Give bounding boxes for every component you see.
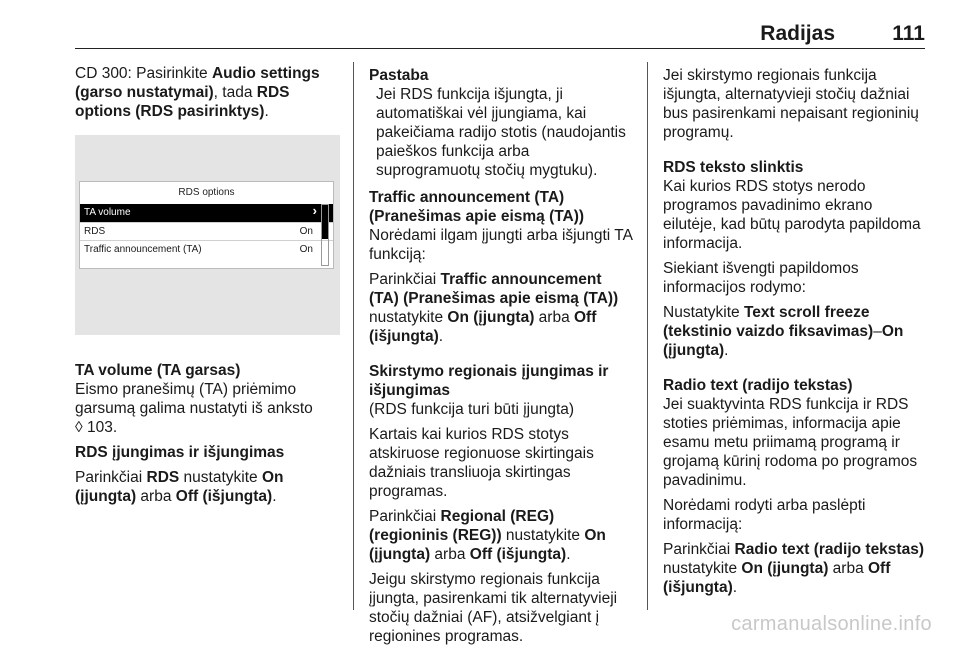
rds-options-screen <box>79 181 334 269</box>
menu-item-rds[interactable]: RDS On <box>80 222 333 240</box>
paragraph: Siekiant išvengti papildomos informacijos rodymo: <box>663 260 859 296</box>
paragraph: Eismo pranešimų (TA) priėmimo garsumą galima nustatyti iš anksto ◊ 103. <box>75 381 313 436</box>
paragraph: Parinkčiai RDS nustatykite On (įjungta) arba Off (išjungta). <box>75 469 284 505</box>
paragraph: Jei suaktyvinta RDS funkcija ir RDS stoties priėmimas, informacija apie esamu metu priimamą programą ir grojamą kūrinį rodoma po programos pavadinimu. <box>663 396 918 489</box>
scrollbar[interactable] <box>321 204 329 266</box>
page-number: 111 <box>892 22 925 45</box>
column-2 <box>369 66 634 652</box>
paragraph: Jeigu skirstymo regionais funkcija įjungta, pasirenkami tik alternatyvieji stočių dažniai (AF), atsižvelgiant į regionines programas. <box>369 571 618 645</box>
section-heading: RDS teksto slinktis <box>663 159 804 176</box>
rds-options-screenshot <box>75 135 340 335</box>
menu-item-value: On <box>299 244 313 255</box>
section-heading: TA volume (TA garsas) <box>75 362 241 379</box>
menu-item-ta-volume[interactable]: TA volume › <box>80 204 333 222</box>
scrollbar-thumb[interactable] <box>322 205 328 239</box>
paragraph: Parinkčiai Traffic announcement (TA) (Pranešimas apie eismą (TA)) nustatykite On (įjungta) arba Off (išjungta). <box>369 271 619 345</box>
intro-paragraph: CD 300: Pasirinkite Audio settings (garso nustatymai), tada RDS options (RDS pasirinktys). <box>75 65 320 120</box>
paragraph: Kai kurios RDS stotys nerodo programos pavadinimo ekrano eilutėje, kad būtų parodyta papildoma informacija. <box>663 178 921 252</box>
paragraph: Kartais kai kurios RDS stotys atskiruose regionuose skirtingais dažniais transliuoja skirtingas programas. <box>369 426 594 500</box>
paragraph: Nustatykite Text scroll freeze (tekstinio vaizdo fiksavimas)–On (įjungta). <box>663 304 904 359</box>
page-reference: ◊ 103. <box>75 419 118 436</box>
page-title: Radijas <box>760 22 835 45</box>
menu-item-traffic-announcement[interactable]: Traffic announcement (TA) On <box>80 240 333 258</box>
paragraph: Jei skirstymo regionais funkcija išjungta, alternatyvieji stočių dažniai bus pasirenkami nepaisant regioninių programų. <box>663 67 919 141</box>
column-divider <box>353 62 354 610</box>
section-heading: Radio text (radijo tekstas) <box>663 377 853 394</box>
note-heading: Pastaba <box>369 67 429 84</box>
column-1 <box>75 64 345 512</box>
watermark: carmanualsonline.info <box>731 613 932 635</box>
section-heading: Skirstymo regionais įjungimas ir išjungimas <box>369 363 609 399</box>
paragraph: (RDS funkcija turi būti įjungta) <box>369 401 575 418</box>
section-heading: Traffic announcement (TA) (Pranešimas apie eismą (TA)) <box>369 189 585 225</box>
paragraph: Norėdami ilgam įjungti arba išjungti TA funkciją: <box>369 227 633 263</box>
menu-item-value: On <box>299 226 313 237</box>
screen-title: RDS options <box>178 187 235 198</box>
note-body: Jei RDS funkcija išjungta, ji automatiškai vėl įjungiama, kai pakeičiama radijo stotis (naudojantis paieškos funkcija arba suprogramuotų stočių mygtuku). <box>376 86 626 179</box>
page-header <box>75 14 925 49</box>
section-heading: RDS įjungimas ir išjungimas <box>75 444 285 461</box>
chevron-right-icon: › <box>312 203 317 218</box>
paragraph: Norėdami rodyti arba paslėpti informaciją: <box>663 497 866 533</box>
column-3 <box>663 66 928 603</box>
paragraph: Parinkčiai Radio text (radijo tekstas) nustatykite On (įjungta) arba Off (išjungta). <box>663 541 924 596</box>
paragraph: Parinkčiai Regional (REG) (regioninis (REG)) nustatykite On (įjungta) arba Off (išjungta). <box>369 508 606 563</box>
column-divider <box>647 62 648 610</box>
